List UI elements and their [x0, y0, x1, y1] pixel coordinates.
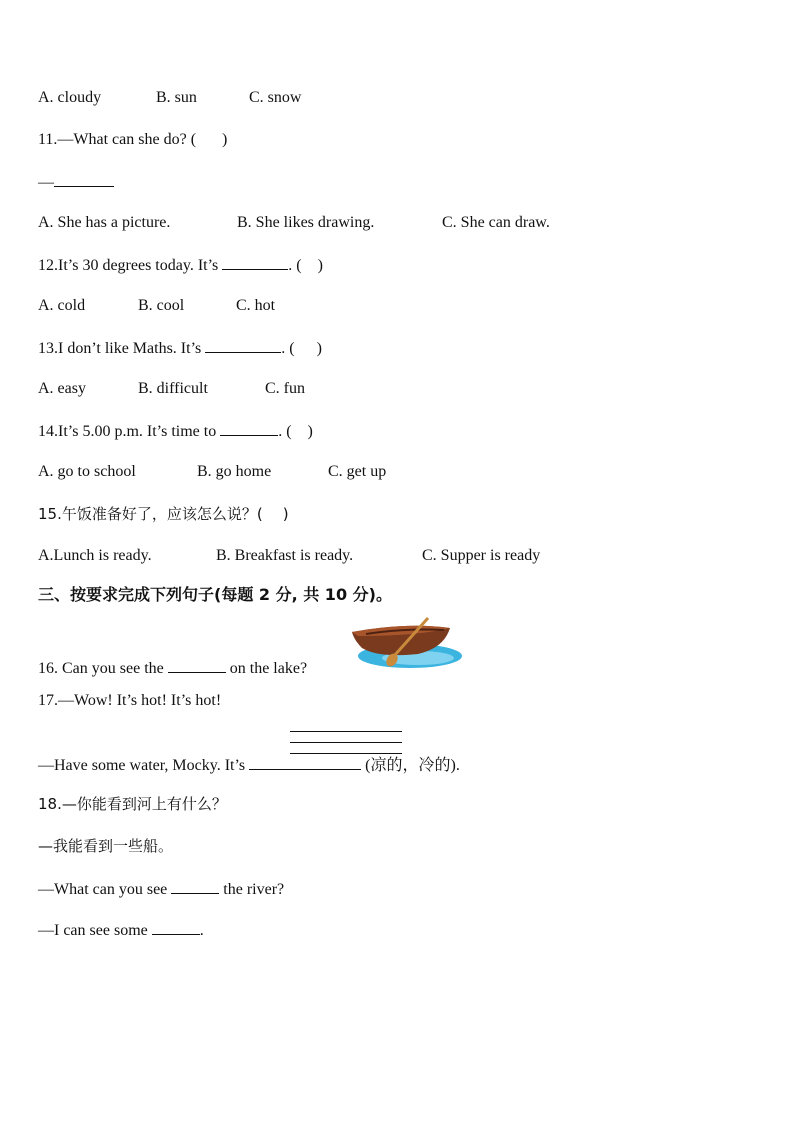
q13-option-b: B. difficult [138, 380, 208, 397]
q16-question [38, 658, 307, 679]
q17-line-1: 17.—Wow! It’s hot! It’s hot! [38, 692, 222, 709]
q11-option-a: A. She has a picture. [38, 214, 171, 231]
q13-blank [205, 338, 281, 353]
q13-option-a: A. easy [38, 380, 86, 397]
q17-blank-line-2 [290, 742, 402, 743]
q12-option-b: B. cool [138, 297, 185, 314]
q11-paren-close: ) [222, 131, 228, 148]
q11-answer-line [38, 172, 114, 193]
section-3-heading: 三、按要求完成下列句子(每题 2 分, 共 10 分)。 [38, 585, 392, 604]
q14-question [38, 421, 313, 442]
q13-question [38, 338, 322, 359]
q12-question [38, 255, 323, 276]
q12-blank [222, 255, 288, 270]
q13-suffix: . ( [281, 340, 295, 357]
q14-prefix: 14.It’s 5.00 p.m. It’s time to [38, 423, 217, 440]
q12-option-c: C. hot [236, 297, 276, 314]
q12-option-a: A. cold [38, 297, 86, 314]
q10-option-a: A. cloudy [38, 89, 102, 106]
q11-text: 11.—What can she do? ( [38, 131, 197, 148]
q16-prefix: 16. Can you see the [38, 660, 164, 677]
q11-option-b: B. She likes drawing. [237, 214, 375, 231]
q17-prefix: —Have some water, Mocky. It’s [38, 757, 246, 774]
q13-option-c: C. fun [265, 380, 305, 397]
q17-blank-line-3 [290, 753, 402, 754]
q15-option-c: C. Supper is ready [422, 547, 541, 564]
q18-line-4-suffix: . [199, 922, 204, 939]
q18-blank-2 [152, 920, 200, 935]
q11-question [38, 130, 227, 150]
q15-option-a: A.Lunch is ready. [38, 547, 152, 564]
q10-option-c: C. snow [249, 89, 302, 106]
q15-paren-close: ) [282, 505, 289, 523]
q18-line-3-prefix: —What can you see [38, 881, 168, 898]
q11-dash: — [38, 174, 54, 191]
q18-blank-1 [171, 879, 219, 894]
q12-prefix: 12.It’s 30 degrees today. It’s [38, 257, 219, 274]
q15-question [38, 504, 289, 524]
q13-prefix: 13.I don’t like Maths. It’s [38, 340, 202, 357]
q18-line-4 [38, 920, 204, 941]
q15-option-b: B. Breakfast is ready. [216, 547, 354, 564]
q11-blank [54, 172, 114, 187]
q17-suffix: (凉的，冷的). [365, 757, 460, 774]
q14-paren-close: ) [307, 423, 313, 440]
q10-option-b: B. sun [156, 89, 197, 106]
q17-line-2 [38, 755, 460, 776]
q12-paren-close: ) [317, 257, 323, 274]
q18-line-4-prefix: —I can see some [38, 922, 148, 939]
q18-line-3-suffix: the river? [223, 881, 285, 898]
q16-blank [168, 658, 226, 673]
q18-line-2: —我能看到一些船。 [38, 837, 174, 855]
q14-option-c: C. get up [328, 463, 387, 480]
q17-blank [249, 755, 361, 770]
q14-option-b: B. go home [197, 463, 272, 480]
q13-paren-close: ) [316, 340, 322, 357]
q16-suffix: on the lake? [229, 660, 308, 677]
q15-text: 15.午饭准备好了，应该怎么说？( [38, 505, 263, 523]
q14-option-a: A. go to school [38, 463, 136, 480]
boat-on-lake-image [348, 614, 464, 674]
q18-line-1: 18.—你能看到河上有什么？ [38, 795, 227, 813]
q11-option-c: C. She can draw. [442, 214, 550, 231]
q14-blank [220, 421, 278, 436]
q17-blank-line-1 [290, 731, 402, 732]
q14-suffix: . ( [278, 423, 292, 440]
q18-line-3 [38, 879, 284, 900]
q12-suffix: . ( [288, 257, 302, 274]
